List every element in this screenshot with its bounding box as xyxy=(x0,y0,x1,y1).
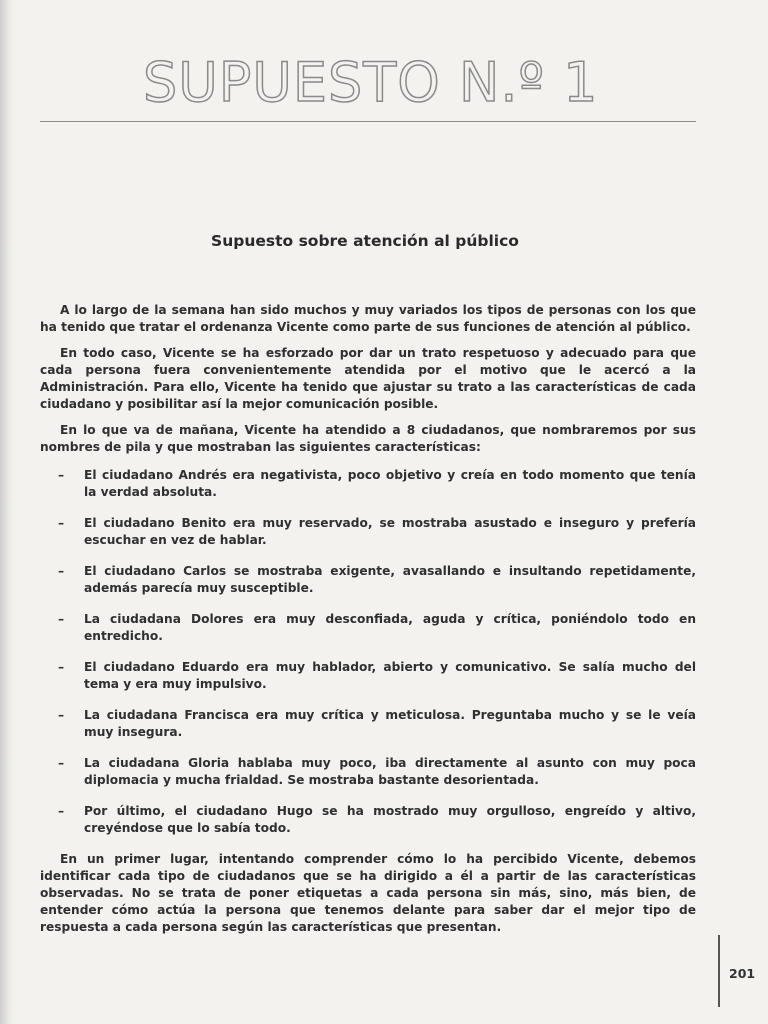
paragraph: En todo caso, Vicente se ha esforzado por dar un trato respetuoso y adecuado para que cada persona fuera convenientemente atendida por el motivo que le acercó a la Administración. Para ello, Vicente ha tenido que ajustar su trato a las características de cada ciudadano y posibilitar así la mejor comunicación posible. xyxy=(40,346,696,411)
list-item xyxy=(40,611,696,645)
page-number: 201 xyxy=(729,966,756,981)
list-item-text: La ciudadana Gloria hablaba muy poco, iba directamente al asunto con muy poca diplomacia y mucha frialdad. Se mostraba bastante desorientada. xyxy=(84,756,696,787)
bullet-dash: – xyxy=(58,804,65,818)
bullet-dash: – xyxy=(58,516,65,530)
paragraph: En lo que va de mañana, Vicente ha atendido a 8 ciudadanos, que nombraremos por sus nombres de pila y que mostraban las siguientes características: xyxy=(40,423,696,454)
list-item-text: La ciudadana Francisca era muy crítica y meticulosa. Preguntaba mucho y se le veía muy insegura. xyxy=(84,708,696,739)
section-heading: Supuesto sobre atención al público xyxy=(211,232,519,250)
list-item xyxy=(40,659,696,693)
list-item xyxy=(40,707,696,741)
citizen-list xyxy=(40,467,696,837)
list-item-text: El ciudadano Benito era muy reservado, se mostraba asustado e inseguro y prefería escuchar en vez de hablar. xyxy=(84,516,696,547)
body-text xyxy=(40,302,696,945)
list-item-text: La ciudadana Dolores era muy desconfiada, aguda y crítica, poniéndolo todo en entredicho. xyxy=(84,612,696,643)
list-item-text: El ciudadano Eduardo era muy hablador, abierto y comunicativo. Se salía mucho del tema y era muy impulsivo. xyxy=(84,660,696,691)
list-item xyxy=(40,563,696,597)
bullet-dash: – xyxy=(58,468,65,482)
bullet-dash: – xyxy=(58,756,65,770)
bullet-dash: – xyxy=(58,564,65,578)
list-item xyxy=(40,803,696,837)
chapter-title: SUPUESTO N.º 1 xyxy=(143,51,599,114)
list-item-text: El ciudadano Andrés era negativista, poco objetivo y creía en todo momento que tenía la verdad absoluta. xyxy=(84,468,696,499)
list-item xyxy=(40,755,696,789)
page-binding-shadow xyxy=(0,0,14,1024)
title-rule xyxy=(40,121,696,122)
paragraph: A lo largo de la semana han sido muchos y muy variados los tipos de personas con los que ha tenido que tratar el ordenanza Vicente como parte de sus funciones de atención al público. xyxy=(40,303,696,334)
bullet-dash: – xyxy=(58,612,65,626)
bullet-dash: – xyxy=(58,708,65,722)
list-item-text: El ciudadano Carlos se mostraba exigente, avasallando e insultando repetidamente, además parecía muy susceptible. xyxy=(84,564,696,595)
page-number-bar xyxy=(718,935,720,1007)
closing-paragraph: En un primer lugar, intentando comprender cómo lo ha percibido Vicente, debemos identificar cada tipo de ciudadanos que se ha dirigido a él a partir de las características observadas. No se trata de poner etiquetas a cada persona sin más, sino, más bien, de entender cómo actúa la persona que tenemos delante para saber dar el mejor tipo de respuesta a cada persona según las características que presentan. xyxy=(40,852,696,934)
list-item xyxy=(40,515,696,549)
list-item-text: Por último, el ciudadano Hugo se ha mostrado muy orgulloso, engreído y altivo, creyéndose que lo sabía todo. xyxy=(84,804,696,835)
bullet-dash: – xyxy=(58,660,65,674)
list-item xyxy=(40,467,696,501)
